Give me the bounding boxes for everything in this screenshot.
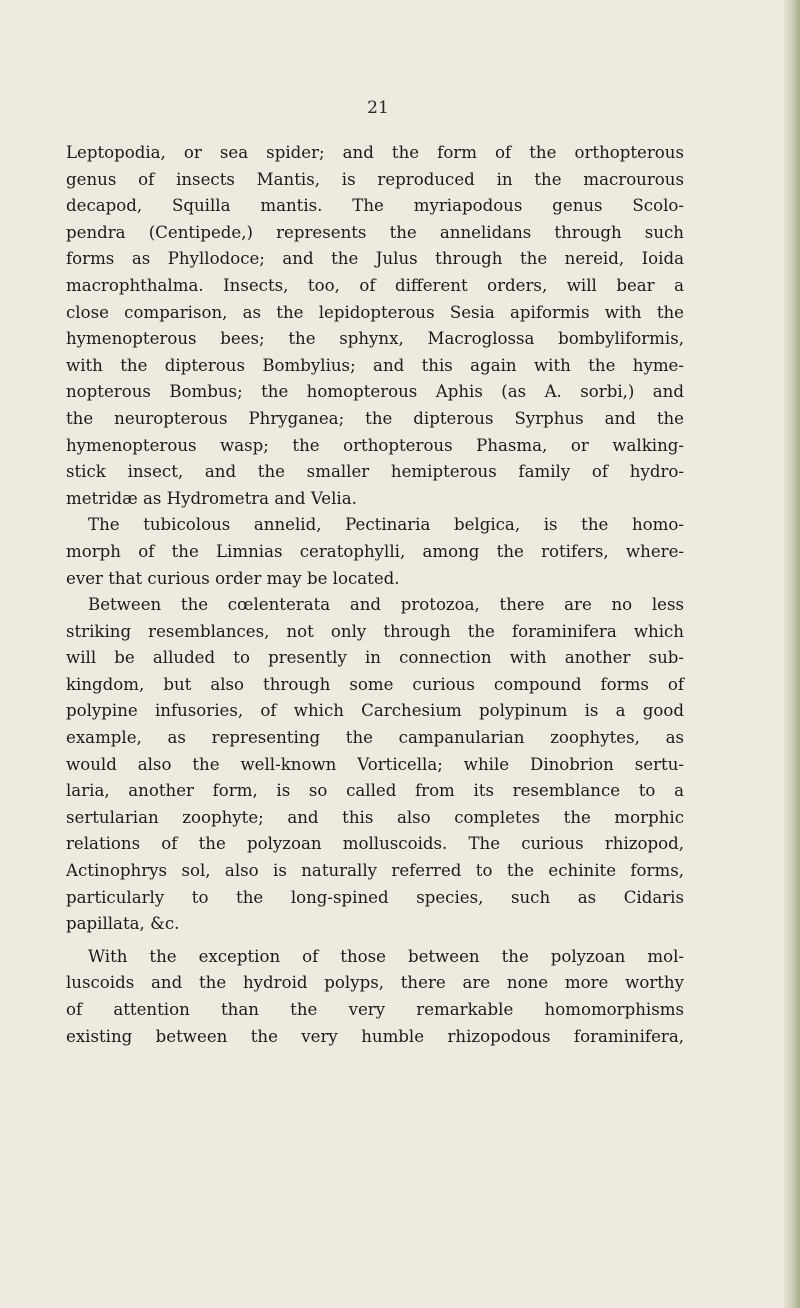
body-text xyxy=(66,140,684,1050)
text-line: relations of the polyzoan molluscoids. The curious rhizopod, xyxy=(66,834,684,854)
text-line: laria, another form, is so called from its resemblance to a xyxy=(66,781,684,801)
paragraph-2 xyxy=(66,512,684,592)
text-line: close comparison, as the lepidopterous Sesia apiformis with the xyxy=(66,302,684,322)
text-line: stick insect, and the smaller hemipterous family of hydro- xyxy=(66,462,684,482)
text-line: With the exception of those between the polyzoan mol- xyxy=(88,946,684,966)
text-line: sertularian zoophyte; and this also completes the morphic xyxy=(66,807,684,827)
paragraph-1 xyxy=(66,140,684,512)
text-line: morph of the Limnias ceratophylli, among the rotifers, where- xyxy=(66,541,684,561)
page-binding-edge xyxy=(784,0,800,1308)
text-line: would also the well-known Vorticella; while Dinobrion sertu- xyxy=(66,754,684,774)
text-line: striking resemblances, not only through the foraminifera which xyxy=(66,621,684,641)
text-line: particularly to the long-spined species, such as Cidaris xyxy=(66,887,684,907)
paragraph-4 xyxy=(66,944,684,1050)
text-line: example, as representing the campanularian zoophytes, as xyxy=(66,728,684,748)
text-line: existing between the very humble rhizopodous foraminifera, xyxy=(66,1026,684,1046)
text-line: the neuropterous Phryganea; the dipterous Syrphus and the xyxy=(66,408,684,428)
text-line: macrophthalma. Insects, too, of different orders, will bear a xyxy=(66,275,684,295)
text-line: nopterous Bombus; the homopterous Aphis (as A. sorbi,) and xyxy=(66,382,684,402)
text-line: Between the cœlenterata and protozoa, there are no less xyxy=(88,595,684,615)
text-line: polypine infusories, of which Carchesium polypinum is a good xyxy=(66,701,684,721)
text-line: luscoids and the hydroid polyps, there are none more worthy xyxy=(66,973,684,993)
text-line: will be alluded to presently in connection with another sub- xyxy=(66,648,684,668)
text-line: papillata, &c. xyxy=(66,914,180,934)
text-line: metridæ as Hydrometra and Velia. xyxy=(66,488,357,508)
page-number: 21 xyxy=(367,98,389,118)
text-line: forms as Phyllodoce; and the Julus through the nereid, Ioida xyxy=(66,249,684,269)
text-line: with the dipterous Bombylius; and this again with the hyme- xyxy=(66,355,684,375)
text-line: hymenopterous wasp; the orthopterous Phasma, or walking- xyxy=(66,435,684,455)
text-line: decapod, Squilla mantis. The myriapodous genus Scolo- xyxy=(66,196,684,216)
text-line: hymenopterous bees; the sphynx, Macroglossa bombyliformis, xyxy=(66,329,684,349)
text-line: The tubicolous annelid, Pectinaria belgica, is the homo- xyxy=(88,515,684,535)
text-line: genus of insects Mantis, is reproduced in the macrourous xyxy=(66,169,684,189)
text-line: Leptopodia, or sea spider; and the form of the orthopterous xyxy=(66,143,684,162)
text-line: kingdom, but also through some curious compound forms of xyxy=(66,674,684,694)
text-line: Actinophrys sol, also is naturally referred to the echinite forms, xyxy=(66,861,684,881)
text-line: of attention than the very remarkable homomorphisms xyxy=(66,1000,684,1019)
text-line: pendra (Centipede,) represents the annelidans through such xyxy=(66,222,684,242)
text-line: ever that curious order may be located. xyxy=(66,568,400,588)
paragraph-3 xyxy=(66,592,684,938)
